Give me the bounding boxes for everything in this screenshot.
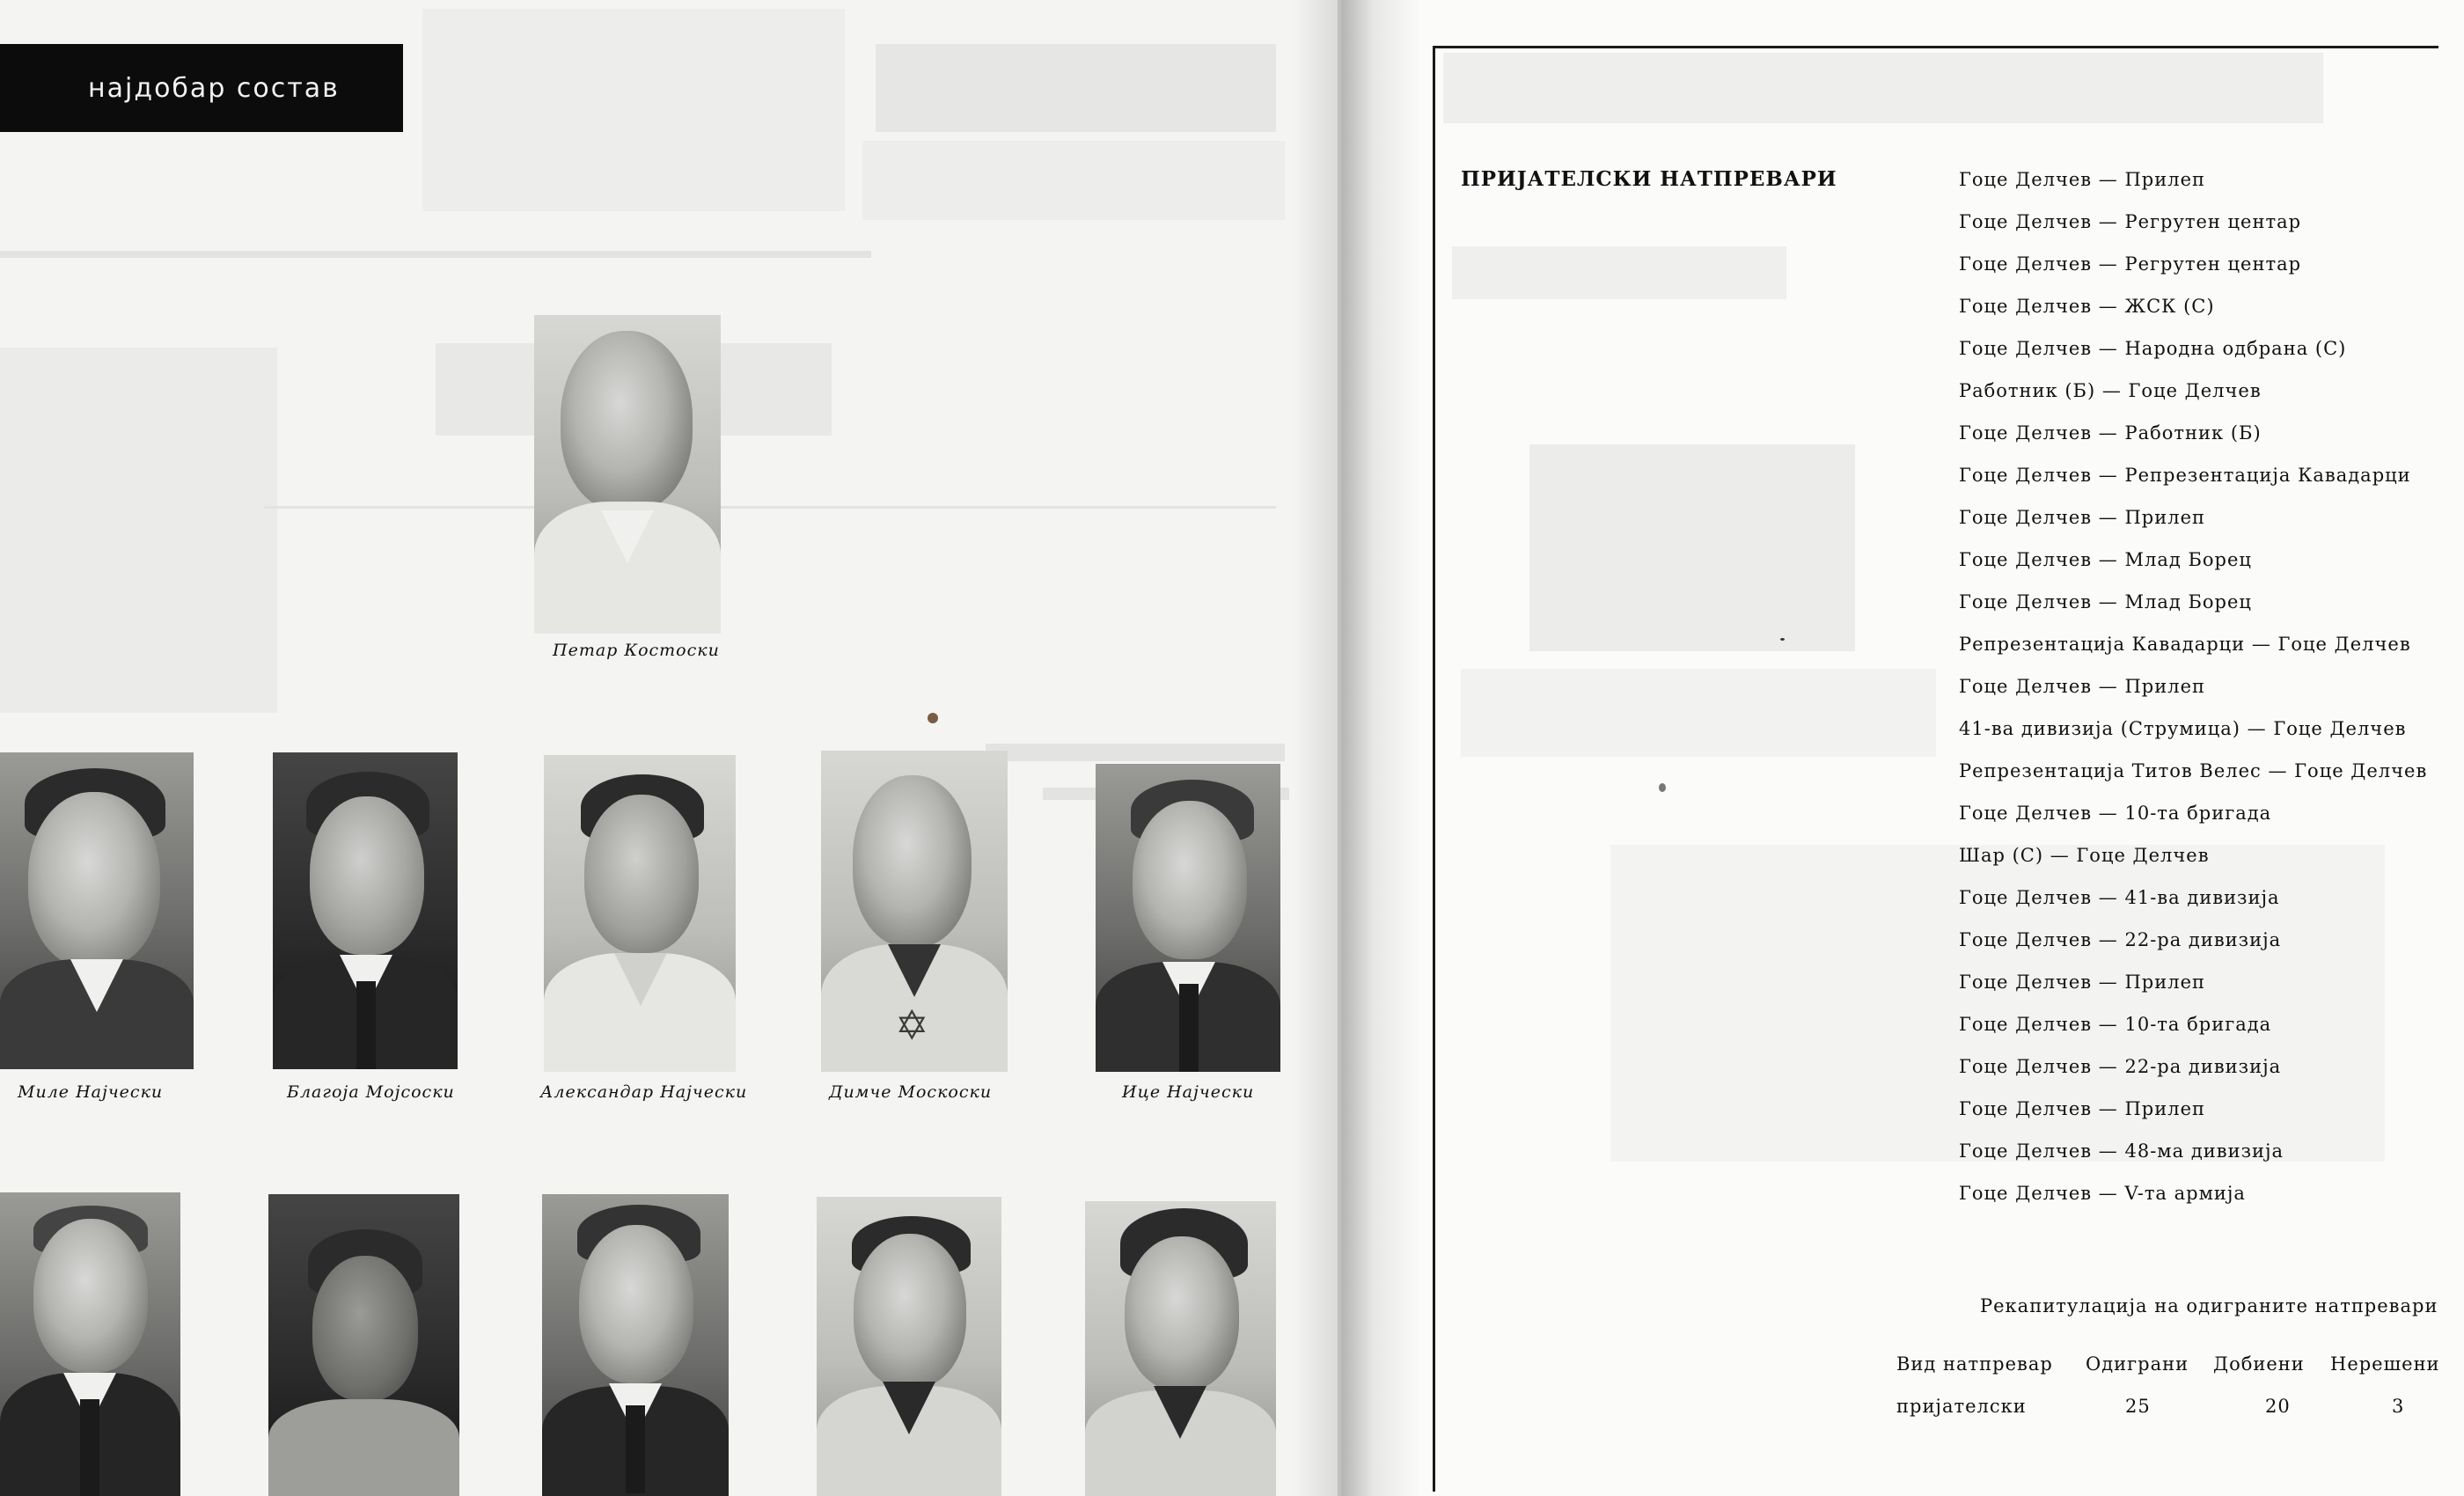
match-row: Репрезентација Титов Велес — Гоце Делчев [1959, 760, 2428, 781]
player-photo [268, 1194, 459, 1496]
match-row: Гоце Делчев — Млад Борец [1959, 549, 2252, 570]
player-photo [0, 752, 194, 1069]
player-photo: ✡ [821, 751, 1008, 1072]
recap-title: Рекапитулација на одиграните натпревари [1980, 1295, 2438, 1316]
match-row: Гоце Делчев — 22-ра дивизија [1959, 929, 2282, 950]
bleed-through-block [876, 44, 1276, 132]
match-row: Гоце Делчев — Прилеп [1959, 1098, 2205, 1119]
coach-photo [534, 315, 721, 634]
bleed-through-line [264, 506, 1276, 509]
match-row: Гоце Делчев — Млад Борец [1959, 591, 2252, 612]
bleed-through-line [986, 744, 1285, 761]
player-caption: Благоја Мојсоски [287, 1082, 455, 1102]
match-row: Гоце Делчев — 10-та бригада [1959, 1014, 2272, 1035]
print-speck [1659, 783, 1666, 792]
recap-header-drawn: Нерешени [2330, 1353, 2440, 1375]
match-row: 41-ва дивизија (Струмица) — Гоце Делчев [1959, 718, 2407, 739]
friendly-matches-title: ПРИЈАТЕЛСКИ НАТПРЕВАРИ [1461, 167, 1837, 191]
player-photo [0, 1192, 180, 1496]
match-row: Шар (С) — Гоце Делчев [1959, 845, 2210, 866]
recap-row-type: пријателски [1896, 1396, 2027, 1417]
match-row: Гоце Делчев — Прилеп [1959, 507, 2205, 528]
player-photo [544, 755, 736, 1072]
bleed-through-block [0, 348, 277, 713]
player-photo [273, 752, 458, 1069]
coach-caption: Петар Костоски [553, 641, 720, 660]
match-row: Гоце Делчев — Репрезентација Кавадарци [1959, 465, 2411, 486]
match-row: Гоце Делчев — Прилеп [1959, 972, 2205, 993]
recap-header-type: Вид натпревар [1896, 1353, 2053, 1375]
match-row: Гоце Делчев — Регрутен центар [1959, 211, 2302, 232]
match-row: Гоце Делчев — 48-ма дивизија [1959, 1140, 2284, 1162]
match-row: Гоце Делчев — ЖСК (С) [1959, 296, 2215, 317]
match-row: Гоце Делчев — 41-ва дивизија [1959, 887, 2280, 908]
recap-row-drawn: 3 [2392, 1396, 2405, 1417]
bleed-through-line [0, 251, 871, 258]
match-row: Гоце Делчев — Прилеп [1959, 169, 2205, 190]
match-row: Гоце Делчев — Работник (Б) [1959, 422, 2262, 444]
player-photo [817, 1197, 1001, 1496]
print-speck [928, 713, 938, 723]
match-row: Гоце Делчев — 22-ра дивизија [1959, 1056, 2282, 1077]
section-header: најдобар состав [0, 44, 403, 132]
match-row: Гоце Делчев — Регрутен центар [1959, 253, 2302, 275]
right-gutter-shadow [1342, 0, 1421, 1496]
match-row: Работник (Б) — Гоце Делчев [1959, 380, 2262, 401]
recap-row-played: 25 [2125, 1396, 2151, 1417]
recap-header-won: Добиени [2213, 1353, 2305, 1375]
player-photo [542, 1194, 729, 1496]
match-row: Гоце Делчев — Прилеп [1959, 676, 2205, 697]
recap-header-played: Одиграни [2086, 1353, 2189, 1375]
bleed-through-line [862, 141, 1285, 220]
player-photo [1096, 764, 1280, 1072]
match-row: Гоце Делчев — Народна одбрана (С) [1959, 338, 2347, 359]
player-caption: Ице Најчески [1122, 1082, 1255, 1102]
recap-row-won: 20 [2265, 1396, 2291, 1417]
player-caption: Димче Москоски [829, 1082, 993, 1102]
player-caption: Миле Најчески [18, 1082, 164, 1102]
bleed-through-line [422, 9, 845, 211]
print-speck [1780, 638, 1785, 641]
match-row: Репрезентација Кавадарци — Гоце Делчев [1959, 634, 2411, 655]
match-row: Гоце Делчев — V-та армија [1959, 1183, 2246, 1204]
player-photo [1085, 1201, 1276, 1496]
match-row: Гоце Делчев — 10-та бригада [1959, 803, 2272, 824]
player-caption: Александар Најчески [540, 1082, 748, 1102]
